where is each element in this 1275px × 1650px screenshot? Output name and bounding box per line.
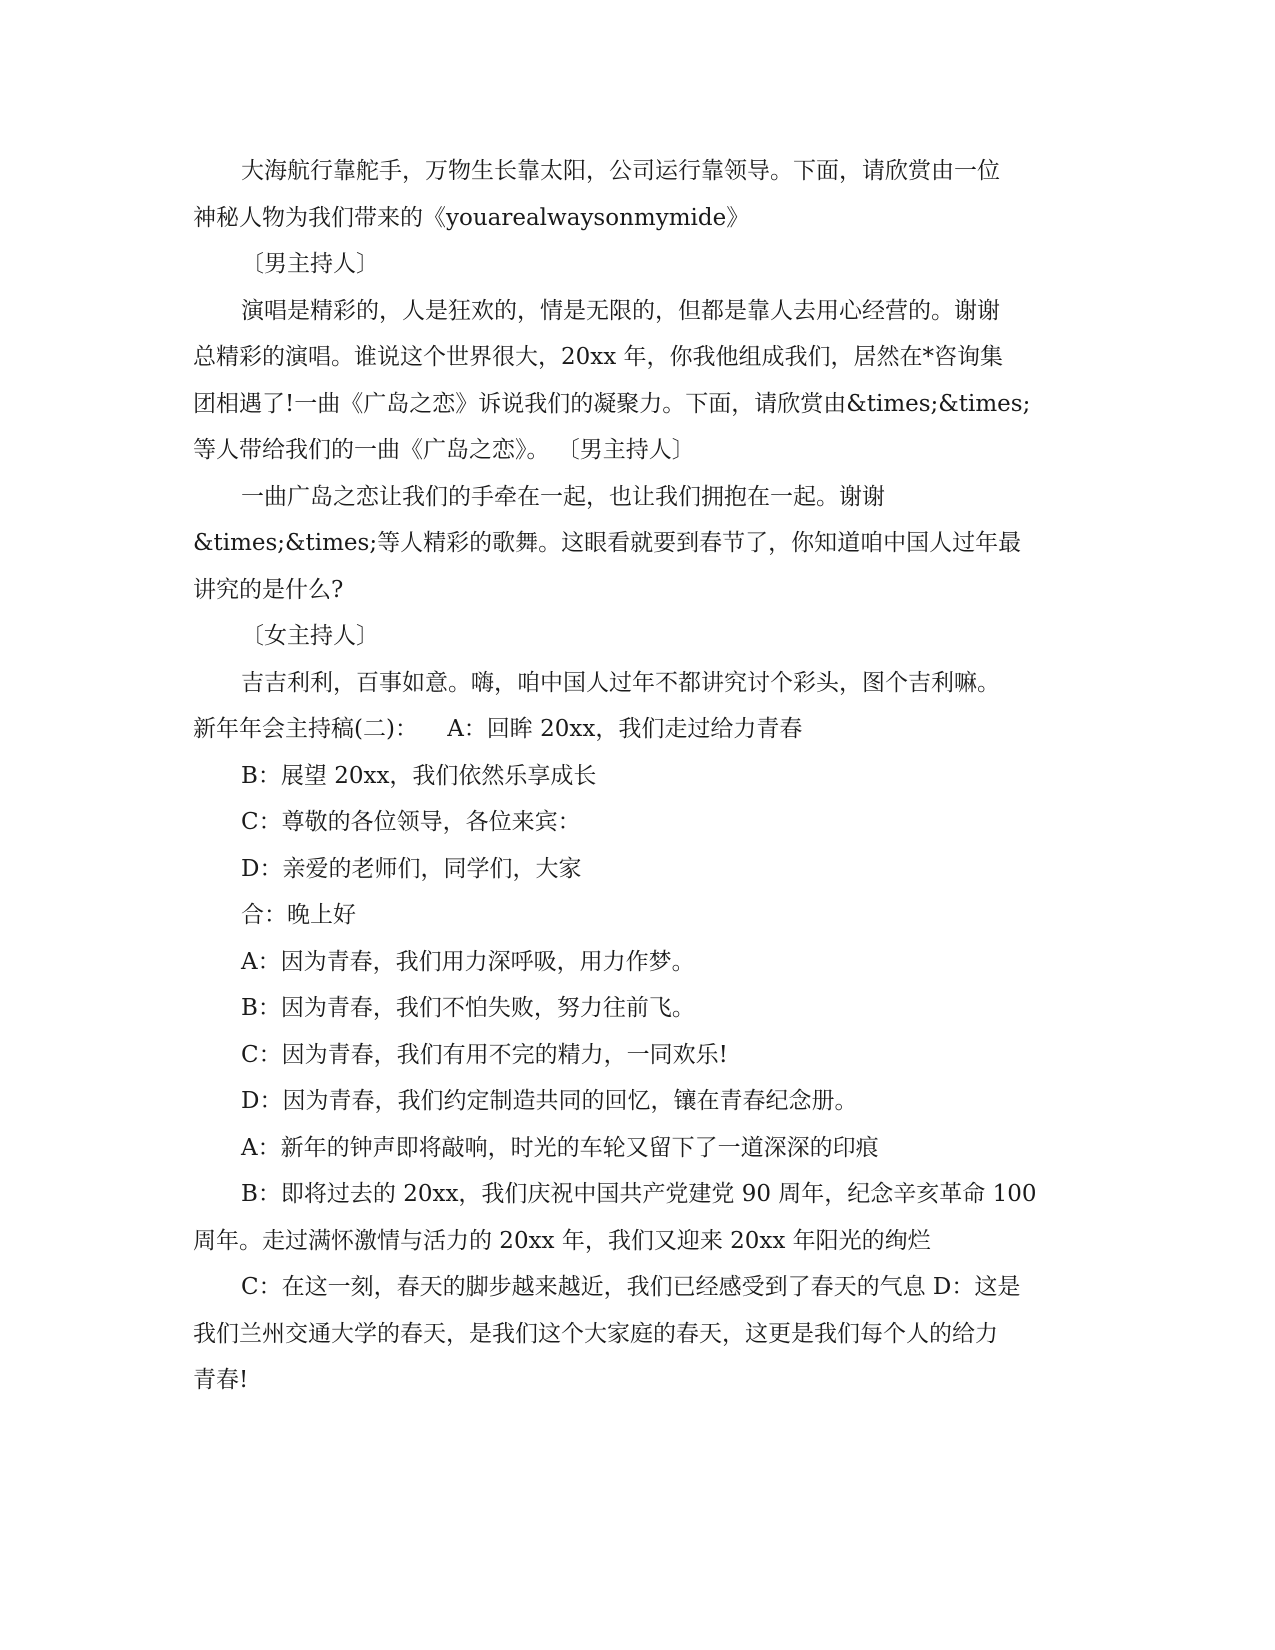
dialogue-line: B：即将过去的 20xx，我们庆祝中国共产党建党 90 周年，纪念辛亥革命 100 [241,1181,1037,1207]
dialogue-line: C：因为青春，我们有用不完的精力，一同欢乐! [241,1042,728,1068]
dialogue-line: C：尊敬的各位领导，各位来宾： [241,809,581,835]
dialogue-line: B：展望 20xx，我们依然乐享成长 [241,763,597,789]
text-line: 等人带给我们的一曲《广岛之恋》。 〔男主持人〕 [193,437,695,463]
text-line: 一曲广岛之恋让我们的手牵在一起，也让我们拥抱在一起。谢谢 [241,484,885,510]
dialogue-line: A：因为青春，我们用力深呼吸，用力作梦。 [241,949,695,975]
speaker-label: 〔男主持人〕 [241,251,379,277]
text-line: &times;&times;等人精彩的歌舞。这眼看就要到春节了，你知道咱中国人过年最 [193,530,1022,556]
dialogue-line: 我们兰州交通大学的春天，是我们这个大家庭的春天，这更是我们每个人的给力 [193,1321,998,1347]
dialogue-line: D：因为青春，我们约定制造共同的回忆，镶在青春纪念册。 [241,1088,858,1114]
dialogue-line: C：在这一刻，春天的脚步越来越近，我们已经感受到了春天的气息 D：这是 [241,1274,1021,1300]
text-line: 吉吉利利，百事如意。嗨，咱中国人过年不都讲究讨个彩头，图个吉利嘛。 [241,670,1000,696]
dialogue-line: 合：晚上好 [241,902,356,928]
speaker-label: 〔女主持人〕 [241,623,379,649]
dialogue-line: A：新年的钟声即将敲响，时光的车轮又留下了一道深深的印痕 [241,1135,879,1161]
text-line: 总精彩的演唱。谁说这个世界很大，20xx 年，你我他组成我们，居然在*咨询集 [193,344,1004,370]
dialogue-line: D：亲爱的老师们，同学们，大家 [241,856,582,882]
text-line: 神秘人物为我们带来的《youarealwaysonmymide》 [193,205,750,231]
text-line: 大海航行靠舵手，万物生长靠太阳，公司运行靠领导。下面，请欣赏由一位 [241,158,1000,184]
section-heading-line: 新年年会主持稿(二)： A：回眸 20xx，我们走过给力青春 [193,716,803,742]
dialogue-line: B：因为青春，我们不怕失败，努力往前飞。 [241,995,695,1021]
text-line: 团相遇了!一曲《广岛之恋》诉说我们的凝聚力。下面，请欣赏由&times;&times; [193,391,1031,417]
text-line: 讲究的是什么? [193,577,344,603]
dialogue-line: 青春! [193,1367,249,1393]
dialogue-line: 周年。走过满怀激情与活力的 20xx 年，我们又迎来 20xx 年阳光的绚烂 [193,1228,931,1254]
text-line: 演唱是精彩的，人是狂欢的，情是无限的，但都是靠人去用心经营的。谢谢 [241,298,1000,324]
